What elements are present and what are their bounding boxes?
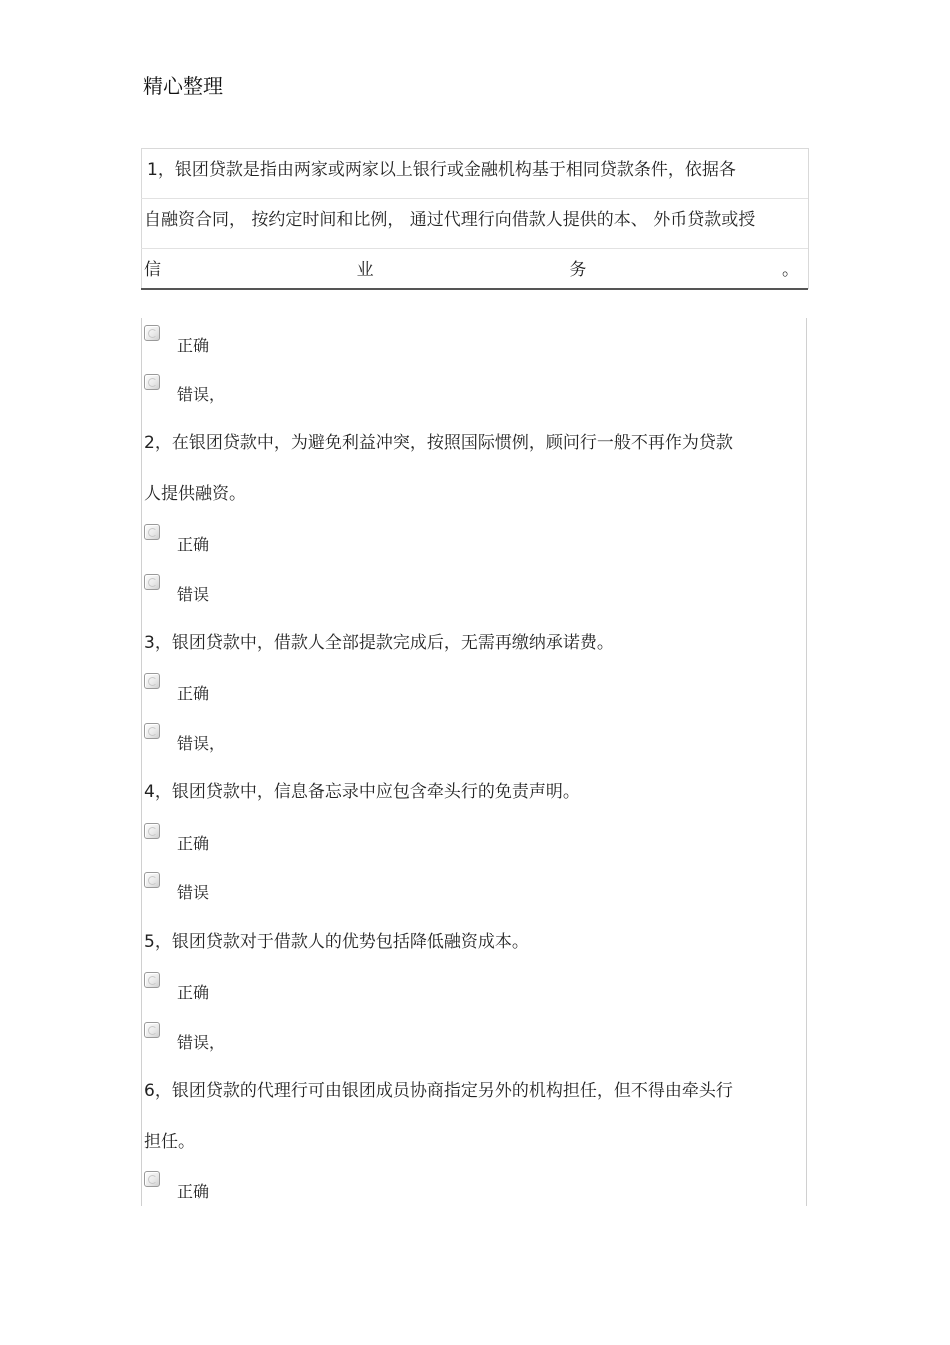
question-2-line-2: 人提供融资。: [144, 484, 246, 504]
radio-button-icon[interactable]: [144, 872, 160, 888]
divider: [141, 198, 808, 199]
page-header: 精心整理: [143, 74, 223, 98]
radio-button-icon[interactable]: [144, 723, 160, 739]
question-6-line-2: 担任。: [144, 1132, 195, 1152]
question-1-char: 业: [356, 260, 374, 280]
radio-button-icon[interactable]: [144, 325, 160, 341]
option-label: 正确: [177, 684, 210, 703]
frame-left-border: [141, 318, 142, 1206]
question-1-line-2: 自融资合同， 按约定时间和比例， 通过代理行向借款人提供的本、 外币贷款或授: [144, 210, 756, 230]
option-label: 正确: [177, 983, 210, 1002]
option-label: 错误，: [177, 385, 226, 404]
radio-button-icon[interactable]: [144, 524, 160, 540]
option-label: 正确: [177, 336, 210, 355]
question-1-bottom-rule: [141, 288, 808, 290]
option-label: 正确: [177, 834, 210, 853]
radio-button-icon[interactable]: [144, 673, 160, 689]
question-4-line-1: 4，银团贷款中，信息备忘录中应包含牵头行的免责声明。: [144, 782, 580, 802]
option-label: 正确: [177, 535, 210, 554]
question-6-line-1: 6，银团贷款的代理行可由银团成员协商指定另外的机构担任，但不得由牵头行: [144, 1081, 733, 1101]
question-2-line-1: 2，在银团贷款中，为避免利益冲突，按照国际惯例，顾问行一般不再作为贷款: [144, 433, 733, 453]
radio-button-icon[interactable]: [144, 574, 160, 590]
option-label: 错误，: [177, 734, 226, 753]
question-3-line-1: 3，银团贷款中，借款人全部提款完成后，无需再缴纳承诺费。: [144, 633, 614, 653]
question-1-char: 。: [781, 260, 799, 280]
question-5-line-1: 5，银团贷款对于借款人的优势包括降低融资成本。: [144, 932, 529, 952]
option-label: 错误: [177, 585, 210, 604]
frame-right-border: [806, 318, 807, 1206]
radio-button-icon[interactable]: [144, 1171, 160, 1187]
radio-button-icon[interactable]: [144, 823, 160, 839]
option-label: 错误: [177, 883, 210, 902]
question-1-char: 信: [144, 260, 161, 280]
question-1-line-3: [144, 255, 799, 280]
radio-button-icon[interactable]: [144, 374, 160, 390]
option-label: 错误，: [177, 1033, 226, 1052]
question-1-line-1: 1，银团贷款是指由两家或两家以上银行或金融机构基于相同贷款条件，依据各: [147, 160, 736, 180]
question-1-char: 务: [569, 260, 587, 280]
radio-button-icon[interactable]: [144, 1022, 160, 1038]
radio-button-icon[interactable]: [144, 972, 160, 988]
option-label: 正确: [177, 1182, 210, 1201]
divider: [141, 248, 808, 249]
